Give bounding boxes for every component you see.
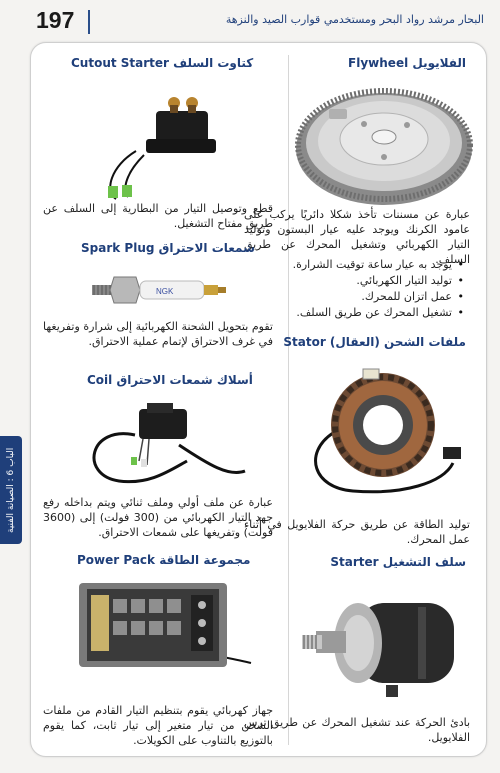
cutout-starter-title: كتاوت السلف Cutout Starter [71,56,254,70]
coil-image [79,395,249,487]
chapter-side-tab [0,436,22,544]
stator-title: ملفات الشحن (العقال) Stator [283,335,466,349]
list-item: • عمل اتزان للمحرك. [242,289,452,305]
starter-image [296,583,471,708]
flywheel-title: الفلايويل Flywheel [348,56,466,70]
starter-title: سلف التشغيل Starter [330,555,466,569]
flywheel-bullet-list [242,257,468,321]
flywheel-image [289,79,479,209]
page-header [0,0,500,40]
stator-image [293,363,473,503]
power-pack-title: مجموعة الطاقة Power Pack [77,553,251,567]
svg-text:NGK: NGK [156,287,174,296]
content-card [30,42,487,757]
power-pack-description: جهاز كهربائي يقوم بتنظيم التيار القادم من ملفات الشحن من تيار متغير إلى تيار ثابت، كما يقوم بالتوزيع بالتناوب على الكويلات. [43,704,273,747]
starter-description: بادئ الحركة عند تشغيل المحرك عن طريق ترس الفلايويل. [244,716,470,744]
spark-plug-title: شمعات الاحتراق Spark Plug [81,241,255,255]
spark-plug-description: تقوم بتحويل الشحنة الكهربائية إلى شرارة وتفريغها في غرف الاحتراق لإتمام عملية الاحتراق. [43,320,273,348]
stator-description: توليد الطاقة عن طريق حركة الفلايويل في أثناء عمل المحرك. [244,518,470,546]
flywheel-description: عبارة عن مسننات تأخذ شكلا دائريًا يركب على عامود الكرنك ويوجد عليه عيار البستون وتوليد التيار الكهربائي وتشغيل المحرك عن طريق السلف. [244,208,470,266]
cutout-starter-image [86,81,236,201]
power-pack-image [73,577,253,677]
running-title: البحار مرشد رواد البحر ومستخدمي قوارب الصيد والنزهة [225,13,484,26]
chapter-side-tab-label: الباب 6 : الصيانة الفنية [6,447,16,533]
header-separator [88,10,90,34]
list-item: • يوجد به عيار ساعة توقيت الشرارة. [242,257,452,273]
spark-plug-image [86,265,236,315]
cutout-starter-description: قطع وتوصيل التيار من البطارية إلى السلف عن طريق مفتاح التشغيل. [43,202,273,230]
page-number: 197 [36,7,75,33]
list-item: • توليد التيار الكهربائي. [242,273,452,289]
coil-title: أسلاك شمعات الاحتراق Coil [87,373,253,387]
coil-description: عبارة عن ملف أولي وملف ثنائي ويتم بداخله رفع جهد التيار الكهربائي من (300 فولت) إلى (3600 فولت) وتفريغها على شمعات الاحتراق. [43,496,273,539]
list-item: • تشغيل المحرك عن طريق السلف. [242,305,452,321]
